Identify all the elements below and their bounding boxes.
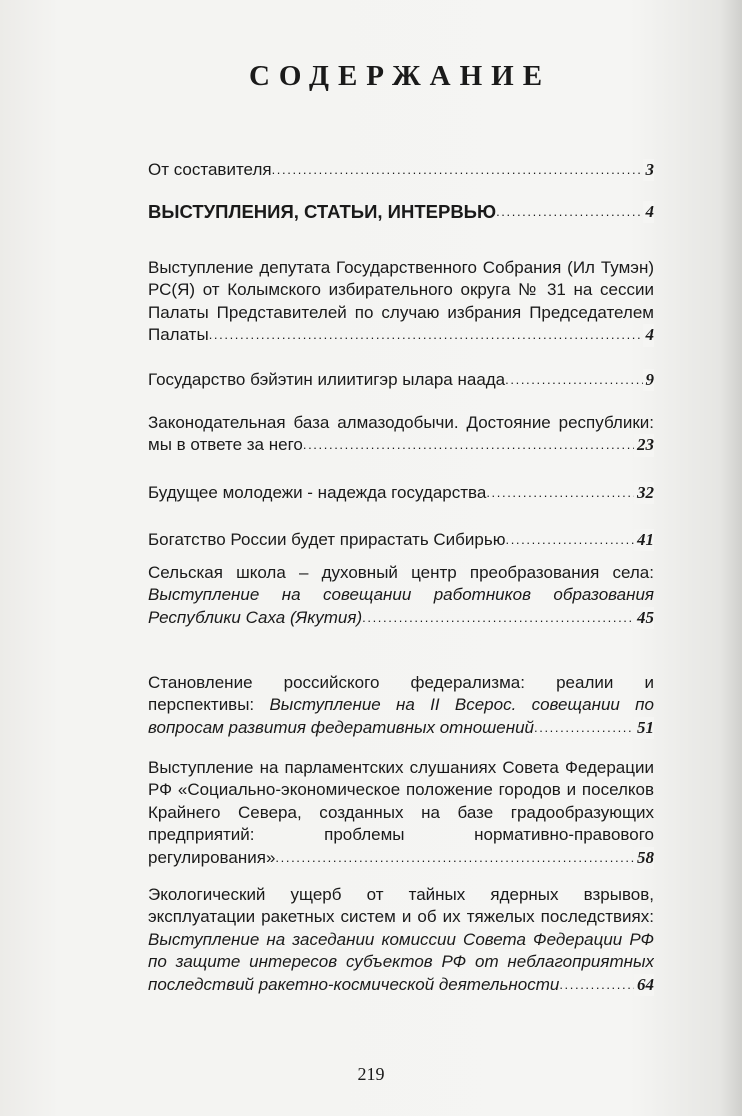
entry-page: 41 bbox=[634, 529, 654, 551]
entry-page: 64 bbox=[634, 974, 654, 996]
toc-entry bbox=[148, 529, 654, 551]
entry-title: От составителя . . . bbox=[148, 160, 272, 179]
page-title: СОДЕРЖАНИЕ bbox=[248, 60, 552, 92]
entry-title: Законодательная база алмазодобычи. Достояние республики: мы в ответе за него . . . bbox=[148, 413, 654, 454]
entry-title: Выступление депутата Государственного Собрания (Ил Тумэн) РС(Я) от Колымского избирательного округа № 31 на сессии Палаты Представителей по случаю избрания Председателем Палаты . . . bbox=[148, 258, 654, 344]
entry-page: 4 bbox=[643, 324, 655, 346]
entry-subtitle: Выступление на заседании комиссии Совета Федерации РФ по защите интересов субъектов РФ от неблагоприятных последствий ракетно-космической деятельности . . . bbox=[148, 930, 654, 994]
entry-title: Сельская школа – духовный центр преобразования села: bbox=[148, 563, 654, 582]
toc-entry bbox=[148, 159, 654, 181]
entry-page: 3 bbox=[643, 159, 655, 181]
entry-page: 23 bbox=[634, 434, 654, 456]
entry-page: 9 bbox=[643, 369, 655, 391]
page-number: 219 bbox=[357, 1064, 385, 1084]
toc-entry bbox=[148, 482, 654, 504]
toc-entry bbox=[148, 562, 654, 629]
entry-title: Выступление на парламентских слушаниях Совета Федерации РФ «Социально-экономическое положение городов и поселков Крайнего Севера, созданных на базе градообразующих предприятий: проблемы нормативно-правового регулирования» . . . bbox=[148, 758, 654, 867]
entry-title: Богатство России будет прирастать Сибирью . . . bbox=[148, 530, 505, 549]
entry-page: 32 bbox=[634, 482, 654, 504]
entry-subtitle: Выступление на II Всерос. совещании по вопросам развития федеративных отношений . . . bbox=[148, 695, 654, 736]
entry-title: Становление российского федерализма: реалии и перспективы: bbox=[148, 673, 654, 715]
entry-title: Будущее молодежи - надежда государства . . . bbox=[148, 483, 486, 502]
toc-entry bbox=[148, 884, 654, 996]
entry-title: Экологический ущерб от тайных ядерных взрывов, эксплуатации ракетных систем и об их тяжелых последствиях: bbox=[148, 885, 654, 927]
toc-entry bbox=[148, 412, 654, 457]
entry-page: 4 bbox=[643, 201, 655, 223]
toc-section-heading bbox=[148, 201, 654, 223]
toc-entry bbox=[148, 369, 654, 391]
entry-subtitle: Выступление на совещании работников образования Республики Саха (Якутия) . . . bbox=[148, 585, 654, 626]
toc-entry bbox=[148, 672, 654, 739]
entry-title: Государство бэйэтин илиитигэр ылара наада . . . bbox=[148, 370, 505, 389]
entry-page: 45 bbox=[634, 607, 654, 629]
toc-entry bbox=[148, 757, 654, 869]
entry-title: ВЫСТУПЛЕНИЯ, СТАТЬИ, ИНТЕРВЬЮ . . . bbox=[148, 201, 496, 222]
entry-page: 51 bbox=[634, 717, 654, 739]
toc-entry bbox=[148, 257, 654, 347]
entry-page: 58 bbox=[634, 847, 654, 869]
